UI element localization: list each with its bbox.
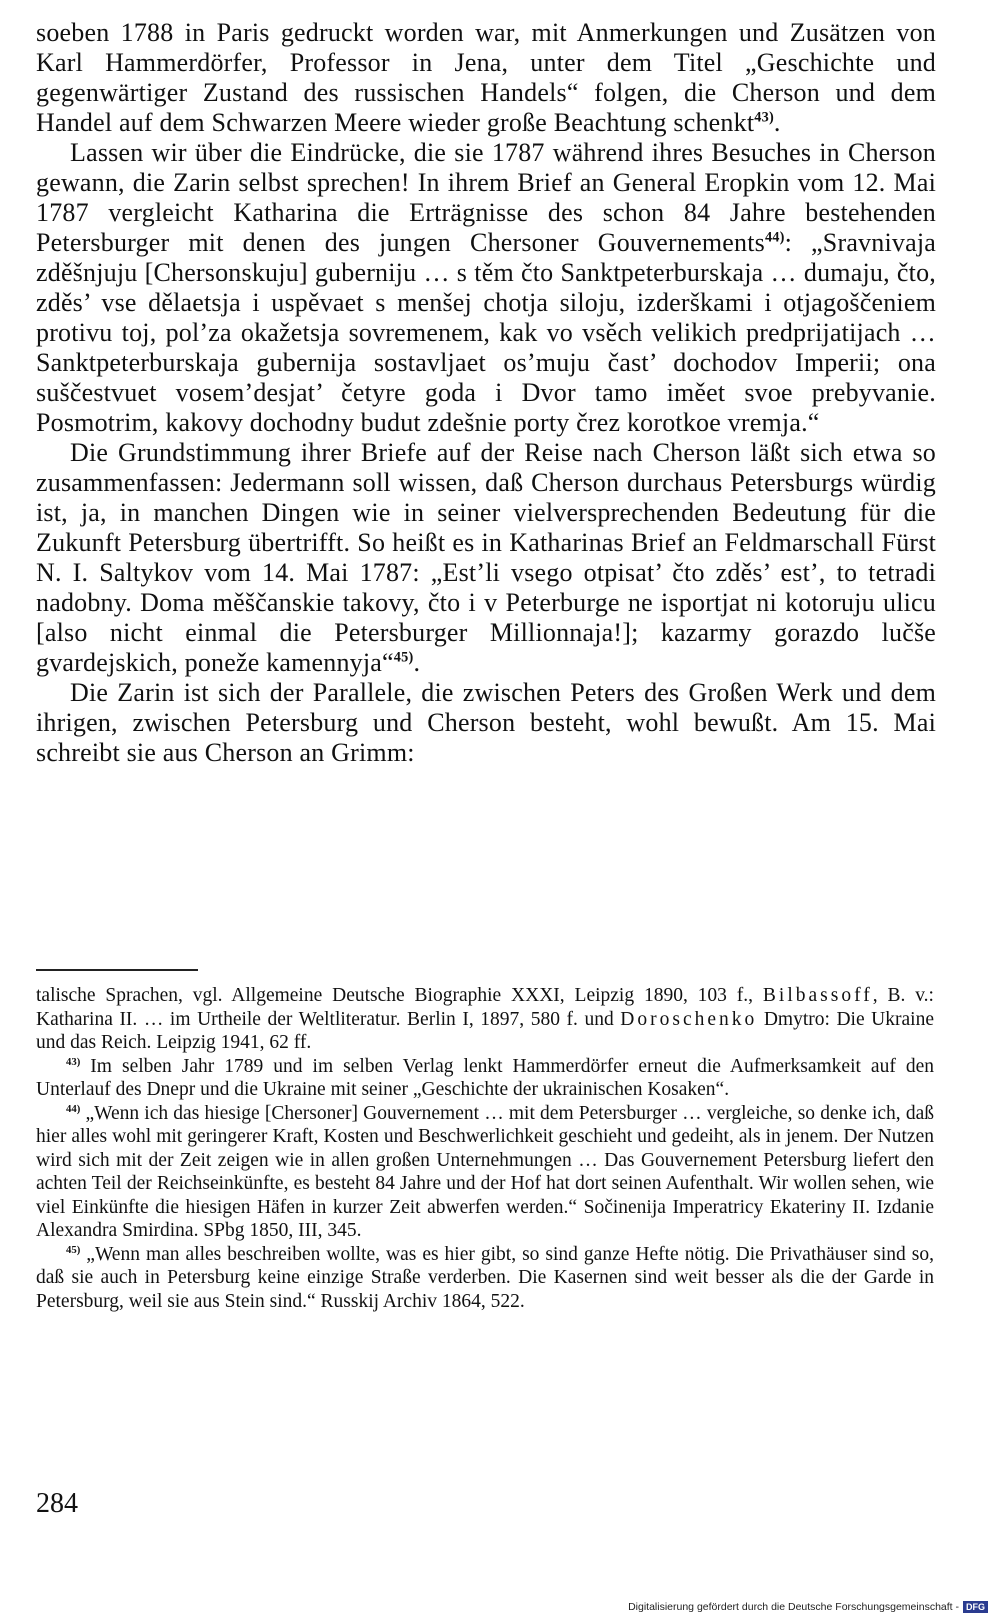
author-name: Doroschenko <box>620 1008 758 1030</box>
paragraph-1 <box>36 18 936 138</box>
footnote-text: „Wenn man alles beschreiben wollte, was es hier gibt, so sind ganze Hefte nötig. Die Privathäuser sind so, daß sie auch in Petersburg keine einzige Straße verderben. Die Kasernen sind weit besser als die der Garde in Petersburg, weil sie aus Stein sind.“ Russkij Archiv 1864, 522. <box>36 1243 934 1312</box>
paragraph-2 <box>36 138 936 438</box>
footnote-continuation-text-3: Dmytro: Die Ukraine und das Reich. Leipzig 1941, 62 ff. <box>36 1008 934 1053</box>
paragraph-4: Die Zarin ist sich der Parallele, die zwischen Peters des Großen Werk und dem ihrigen, zwischen Petersburg und Cherson besteht, wohl bewußt. Am 15. Mai schreibt sie aus Cherson an Grimm: <box>36 678 936 767</box>
footnote-45 <box>36 1243 934 1314</box>
paragraph-3 <box>36 438 936 678</box>
footnote-43 <box>36 1055 934 1102</box>
footnote-text: Im selben Jahr 1789 und im selben Verlag lenkt Hammerdörfer erneut die Aufmerksamkeit auf den Unterlauf des Dnepr und die Ukraine mit seiner „Geschichte der ukrainischen Kosaken“. <box>36 1055 934 1100</box>
paragraph-3-text: Die Grundstimmung ihrer Briefe auf der Reise nach Cherson läßt sich etwa so zusammenfassen: Jedermann soll wissen, daß Cherson durchaus Petersburgs würdig ist, ja, in manchen Dingen wie in seiner vielversprechenden Bedeutung für die Zukunft Petersburg übertrifft. So heißt es in Katharinas Brief an Feldmarschall Fürst N. I. Saltykov vom 14. Mai 1787: „Est’li vsego otpisat’ čto zděs’ est’, to tetradi nadobny. Doma měščanskie takovy, čto i v Peterburge ne isportjat ni kotoruju ulicu [also nicht einmal die Petersburger Millionnaja!]; kazarmy gorazdo lučše gvardejskich, poneže kamennyja“ <box>36 438 936 677</box>
paragraph-1-end: . <box>773 108 781 137</box>
author-name: Bilbassoff <box>762 985 873 1006</box>
footnote-text: „Wenn ich das hiesige [Chersoner] Gouvernement … mit dem Petersburger … vergleiche, so denke ich, daß hier alles wohl mit geringerer Kraft, Kosten und Beschwerlichkeit geschieht und gedeiht, als in jenem. Der Nutzen wird sich mit der Zeit zeigen wie in allen großen Unternehmungen … Das Gouvernement Petersburg liefert den achten Teil der Reichseinkünfte, es besteht 84 Jahre und der Hof hat dort seinen Aufenthalt. Wir wollen sehen, wie viel Einkünfte die hiesigen Häfen in kurzer Zeit abwerfen werden.“ Sočinenija Imperatricy Ekateriny II. Izdanie Alexandra Smirdina. SPbg 1850, III, 345. <box>36 1102 934 1241</box>
footnote-continuation-text-2: , B. v.: Katharina II. … im Urtheile der Weltliteratur. Berlin I, 1897, 580 f. und <box>36 985 934 1030</box>
footnotes <box>36 984 934 1313</box>
digitization-note: Digitalisierung gefördert durch die Deutsche Forschungsgemeinschaft - <box>628 1601 959 1613</box>
digitization-credit <box>628 1600 988 1614</box>
footnote-ref-45: 45) <box>393 649 414 666</box>
paragraph-3-end: . <box>413 648 421 677</box>
footnote-mark: 45) <box>66 1243 81 1256</box>
paragraph-1-text: soeben 1788 in Paris gedruckt worden war, mit Anmerkungen und Zusätzen von Karl Hammerdörfer, Professor in Jena, unter dem Titel „Geschichte und gegenwärtiger Zustand des russischen Handels“ folgen, die Cherson und dem Handel auf dem Schwarzen Meere wieder große Beachtung schenkt <box>36 18 936 137</box>
footnote-ref-44: 44) <box>764 229 785 246</box>
footnote-ref-43: 43) <box>754 109 774 126</box>
footnote-mark: 44) <box>66 1102 81 1115</box>
page-number: 284 <box>36 1488 78 1519</box>
footnote-divider <box>36 969 198 971</box>
dfg-logo-icon: DFG <box>963 1601 988 1613</box>
footnote-continuation-text: talische Sprachen, vgl. Allgemeine Deutsche Biographie XXXI, Leipzig 1890, 103 f., <box>36 985 763 1006</box>
footnote-mark: 43) <box>66 1055 81 1068</box>
main-text <box>36 18 936 768</box>
paragraph-2-text: Lassen wir über die Eindrücke, die sie 1787 während ihres Besuches in Cherson gewann, die Zarin selbst sprechen! In ihrem Brief an General Eropkin vom 12. Mai 1787 vergleicht Katharina die Erträgnisse des schon 84 Jahre bestehenden Petersburger mit denen des jungen Chersoner Gouvernements <box>36 138 936 257</box>
footnote-continuation <box>36 984 934 1055</box>
paragraph-2-quote: : „Sravnivaja zděšnjuju [Chersonskuju] guberniju … s těm čto Sanktpeterburskaja … dumaju, čto, zděs’ vse dělaetsja i uspěvaet s menšej chotja siloju, izderškami i otjagoščeniem protivu toj, pol’za okažetsja sovremenem, kak vo vsěch velikich predprijatijach … Sanktpeterburskaja gubernija sostavljaet os’muju čast’ dochodov Imperii; ona suščestvuet vosem’desjat’ četyre goda i Dvor tamo iměet svoe prebyvanie. Posmotrim, kakovy dochodny budut zdešnie porty črez korotkoe vremja.“ <box>36 228 936 437</box>
footnote-44 <box>36 1102 934 1243</box>
